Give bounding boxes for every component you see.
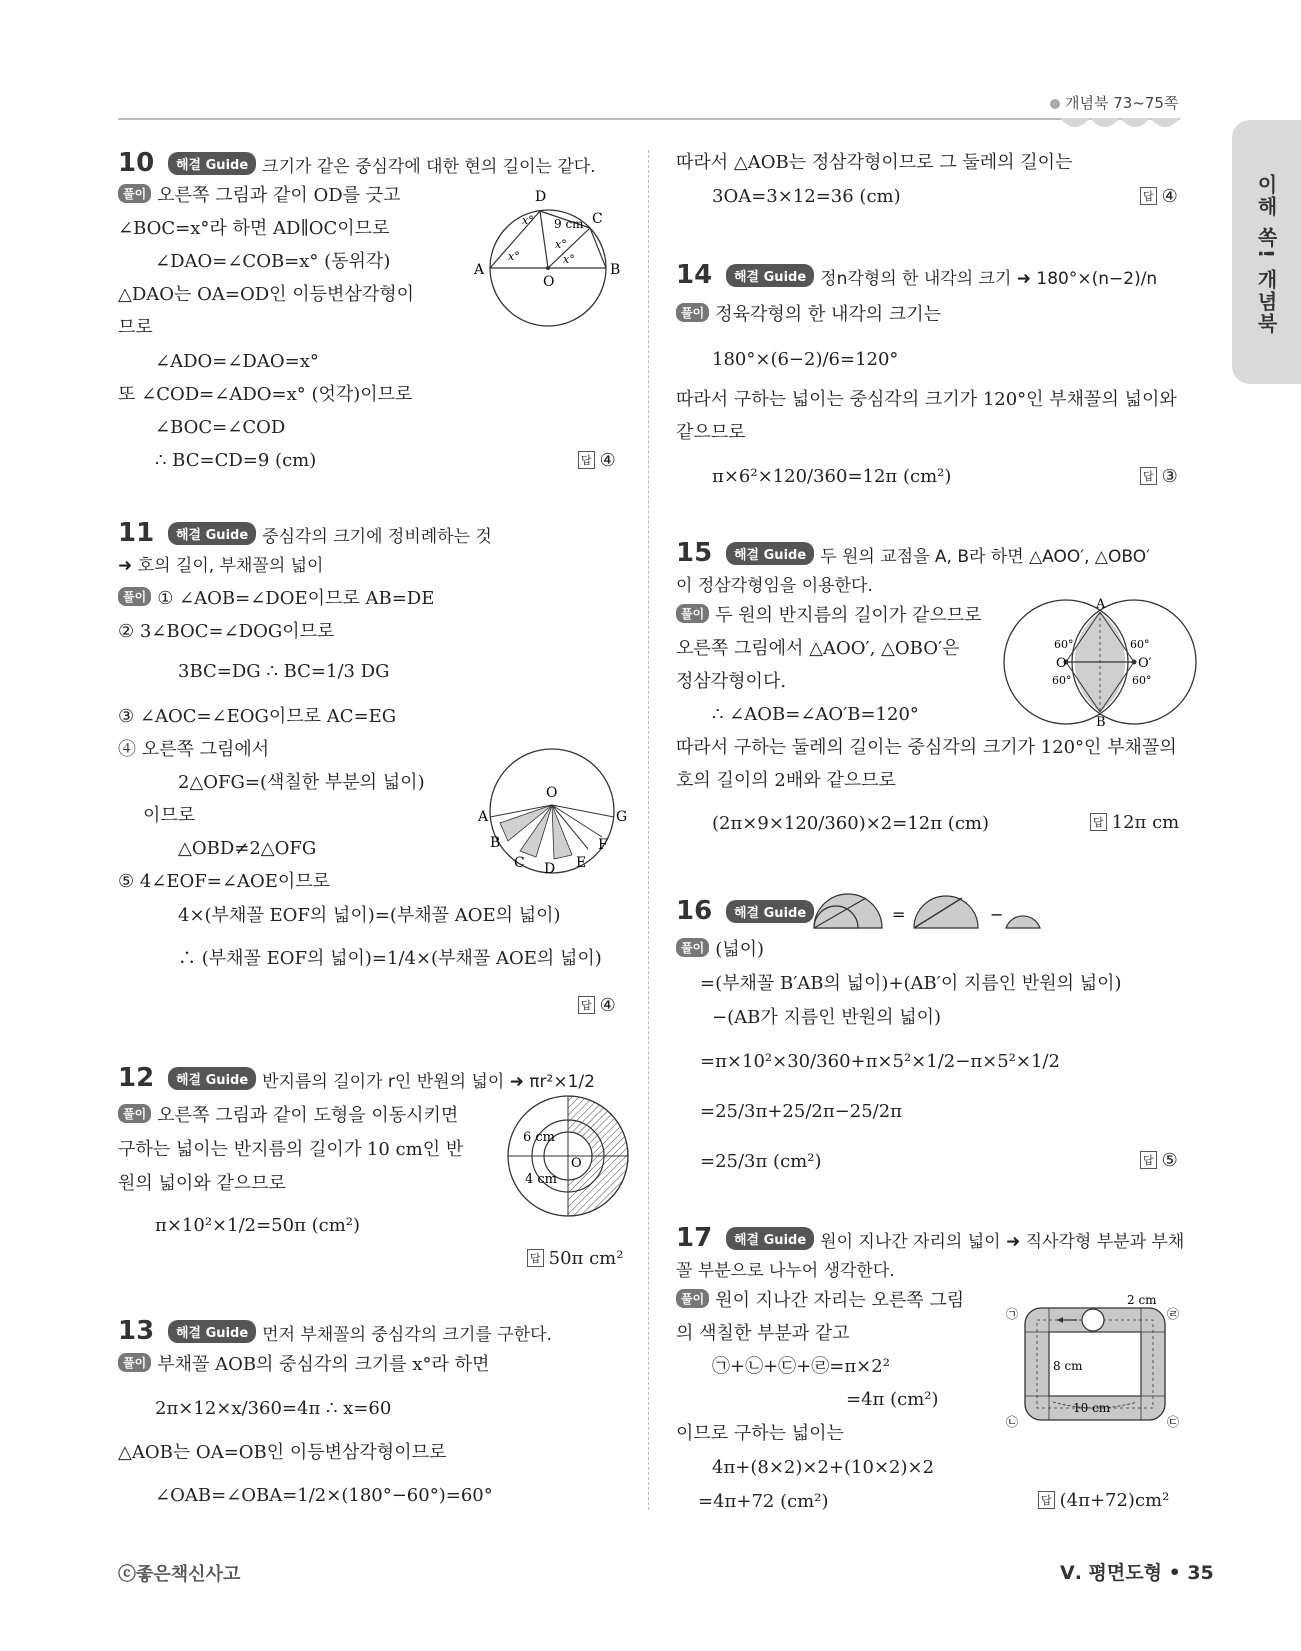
solution-line: 따라서 △AOB는 정삼각형이므로 그 둘레의 길이는	[676, 152, 1073, 173]
page-reference: 개념북 73~75쪽	[1050, 92, 1178, 113]
solution-line: 2π×12×x/360=4π ∴ x=60	[155, 1398, 392, 1419]
solution-line: 풀이 두 원의 반지름의 길이가 같으므로	[676, 604, 982, 628]
solution-line: 구하는 넓이는 반지름의 길이가 10 cm인 반	[118, 1139, 464, 1160]
svg-text:6 cm: 6 cm	[523, 1130, 556, 1145]
solution-line: ⑤ 4∠EOF=∠AOE이므로	[118, 871, 331, 892]
problem-number: 12	[118, 1063, 155, 1093]
solution-line: 이므로 구하는 넓이는	[676, 1423, 844, 1444]
svg-text:O: O	[546, 785, 558, 801]
svg-text:D: D	[544, 861, 556, 877]
svg-text:A: A	[478, 809, 489, 825]
answer: 답 ④	[1140, 186, 1178, 207]
solution-line: 원의 넓이와 같으므로	[118, 1173, 286, 1194]
solution-line: 또 ∠COD=∠ADO=x° (엇각)이므로	[118, 384, 413, 405]
svg-text:E: E	[576, 855, 587, 871]
solution-line: ∴ BC=CD=9 (cm)	[155, 450, 317, 471]
solution-line: =π×10²×30/360+π×5²×1/2−π×5²×1/2	[700, 1051, 1060, 1072]
solution-line: 풀이 오른쪽 그림과 같이 OD를 긋고	[118, 184, 401, 208]
answer: 답 50π cm²	[527, 1248, 623, 1269]
solution-line: 4π+(8×2)×2+(10×2)×2	[712, 1457, 935, 1478]
solution-line: 풀이 ① ∠AOB=∠DOE이므로 AB=DE	[118, 587, 434, 611]
svg-text:x°: x°	[563, 253, 575, 266]
svg-text:B: B	[610, 262, 621, 278]
problem-number: 14	[676, 260, 713, 290]
svg-text:G: G	[616, 809, 628, 825]
svg-text:C: C	[514, 855, 525, 871]
solution-line: 풀이 정육각형의 한 내각의 크기는	[676, 303, 941, 327]
solution-line: 3OA=3×12=36 (cm)	[712, 186, 901, 207]
solution-line: π×6²×120/360=12π (cm²)	[712, 466, 952, 487]
svg-text:A: A	[474, 262, 485, 278]
svg-text:=: =	[892, 905, 906, 924]
solution-line: 4×(부채꼴 EOF의 넓이)=(부채꼴 AOE의 넓이)	[178, 905, 561, 926]
solution-line: 호의 길이의 2배와 같으므로	[676, 770, 896, 791]
problem-number: 17	[676, 1223, 713, 1253]
guide-line: 해결 Guide	[726, 900, 820, 927]
bullet-icon	[1050, 99, 1060, 109]
solution-line: ∠BOC=x°라 하면 AD∥OC이므로	[118, 218, 390, 239]
svg-text:60°: 60°	[1130, 638, 1150, 651]
solution-line: ④ 오른쪽 그림에서	[118, 739, 270, 760]
solution-line: 따라서 구하는 둘레의 길이는 중심각의 크기가 120°인 부채꼴의	[676, 737, 1177, 758]
svg-text:A: A	[1096, 597, 1106, 612]
solution-line: ㉠+㉡+㉢+㉣=π×2²	[712, 1356, 890, 1377]
solution-line: =4π+72 (cm²)	[698, 1491, 829, 1512]
problem-number: 15	[676, 538, 713, 568]
svg-text:60°: 60°	[1052, 674, 1072, 687]
svg-text:x°: x°	[508, 250, 520, 263]
guide-line: 해결 Guide 먼저 부채꼴의 중심각의 크기를 구한다.	[168, 1320, 552, 1347]
solution-line: △DAO는 OA=OD인 이등변삼각형이	[118, 284, 414, 305]
solution-line: 므로	[118, 317, 153, 338]
svg-text:4 cm: 4 cm	[525, 1172, 558, 1187]
header-rule	[118, 118, 1180, 120]
problem-number: 16	[676, 896, 713, 926]
publisher-logo: ⓒ좋은책신사고	[118, 1564, 241, 1585]
answer: 답 ④	[578, 450, 616, 471]
svg-text:x°: x°	[522, 214, 534, 227]
svg-text:2 cm: 2 cm	[1127, 1293, 1157, 1307]
svg-text:9 cm: 9 cm	[554, 217, 584, 231]
svg-text:8 cm: 8 cm	[1053, 1359, 1083, 1373]
figure-circle-sectors	[480, 745, 630, 875]
guide-line: 해결 Guide 크기가 같은 중심각에 대한 현의 길이는 같다.	[168, 152, 596, 179]
solution-line: ∠ADO=∠DAO=x°	[155, 351, 319, 372]
svg-text:㉢: ㉢	[1167, 1415, 1180, 1429]
svg-text:㉡: ㉡	[1006, 1415, 1019, 1429]
solution-line: ② 3∠BOC=∠DOG이므로	[118, 621, 335, 642]
solution-line: 풀이 오른쪽 그림과 같이 도형을 이동시키면	[118, 1104, 458, 1128]
answer: 답 ⑤	[1140, 1150, 1178, 1171]
solution-line: −(AB가 지름인 반원의 넓이)	[712, 1007, 942, 1028]
svg-text:O: O	[543, 274, 555, 290]
solution-line: 풀이 원이 지나간 자리는 오른쪽 그림	[676, 1289, 964, 1313]
solution-line: =25/3π+25/2π−25/2π	[700, 1101, 902, 1122]
svg-text:60°: 60°	[1132, 674, 1152, 687]
solution-line: (2π×9×120/360)×2=12π (cm)	[712, 813, 989, 834]
solution-line: △OBD≠2△OFG	[178, 838, 317, 859]
solution-line: 풀이 부채꼴 AOB의 중심각의 크기를 x°라 하면	[118, 1353, 489, 1377]
guide-line: ➜ 호의 길이, 부채꼴의 넓이	[118, 556, 324, 576]
figure-rolling-circle-path	[1005, 1290, 1185, 1430]
guide-line: 해결 Guide 반지름의 길이가 r인 반원의 넓이 ➜ πr²×1/2	[168, 1067, 595, 1094]
svg-text:B: B	[490, 835, 501, 851]
solution-line: =4π (cm²)	[846, 1389, 939, 1410]
solution-line: ∠DAO=∠COB=x° (동위각)	[155, 251, 391, 272]
solution-line: ∠OAB=∠OBA=1/2×(180°−60°)=60°	[155, 1485, 493, 1506]
page-number: Ⅴ. 평면도형 • 35	[1060, 1562, 1214, 1584]
problem-number: 11	[118, 518, 155, 548]
answer: 답 12π cm	[1090, 812, 1179, 833]
solution-line: 따라서 구하는 넓이는 중심각의 크기가 120°인 부채꼴의 넓이와	[676, 389, 1177, 410]
guide-line: 해결 Guide 정n각형의 한 내각의 크기 ➜ 180°×(n−2)/n	[726, 264, 1157, 291]
figure-two-circles	[1018, 598, 1188, 730]
side-tab: 이해 쏙! 개념북	[1232, 120, 1301, 384]
figure-concentric-circles	[505, 1093, 635, 1223]
solution-line: 2△OFG=(색칠한 부분의 넓이)	[178, 772, 425, 793]
solution-line: π×10²×1/2=50π (cm²)	[155, 1215, 361, 1236]
answer: 답 (4π+72)cm²	[1038, 1490, 1169, 1511]
svg-text:D: D	[535, 189, 547, 205]
solution-line: =25/3π (cm²)	[700, 1151, 822, 1172]
solution-line: ③ ∠AOC=∠EOG이므로 AC=EG	[118, 706, 397, 727]
svg-text:O: O	[571, 1156, 582, 1171]
svg-text:㉣: ㉣	[1167, 1307, 1180, 1321]
svg-text:60°: 60°	[1054, 638, 1074, 651]
guide-line: 해결 Guide 원이 지나간 자리의 넓이 ➜ 직사각형 부분과 부채	[726, 1227, 1184, 1254]
solution-line: 이므로	[143, 805, 196, 826]
solution-line: 같으므로	[676, 422, 746, 443]
svg-text:O: O	[1056, 656, 1067, 671]
solution-line: 오른쪽 그림에서 △AOO′, △OBO′은	[676, 638, 960, 659]
figure-circle-chords	[470, 188, 630, 328]
solution-line: ∠BOC=∠COD	[155, 417, 286, 438]
guide-line: 해결 Guide 중심각의 크기에 정비례하는 것	[168, 522, 492, 549]
solution-line: 풀이 (넓이)	[676, 938, 764, 962]
solution-line: 3BC=DG ∴ BC=1/3 DG	[178, 661, 390, 682]
solution-line: =(부채꼴 B′AB의 넓이)+(AB′이 지름인 반원의 넓이)	[700, 973, 1122, 994]
guide-line: 해결 Guide 두 원의 교점을 A, B라 하면 △AOO′, △OBO′	[726, 542, 1150, 569]
solution-line: 정삼각형이다.	[676, 671, 787, 692]
answer: 답 ③	[1140, 466, 1178, 487]
guide-line: 이 정삼각형임을 이용한다.	[676, 576, 873, 596]
problem-number: 13	[118, 1316, 155, 1346]
column-divider	[648, 150, 649, 1510]
svg-text:F: F	[598, 837, 608, 853]
svg-text:O′: O′	[1138, 656, 1152, 671]
solution-line: 180°×(6−2)/6=120°	[712, 349, 899, 370]
guide-line: 꼴 부분으로 나누어 생각한다.	[676, 1261, 895, 1281]
header-wave-decoration	[1060, 118, 1180, 134]
svg-text:B: B	[1096, 715, 1106, 730]
solution-line: 의 색칠한 부분과 같고	[676, 1323, 850, 1344]
svg-text:x°: x°	[555, 238, 567, 251]
solution-line: ∴ (부채꼴 EOF의 넓이)=1/4×(부채꼴 AOE의 넓이)	[178, 948, 602, 969]
problem-number: 10	[118, 148, 155, 178]
answer: 답 ④	[578, 995, 616, 1016]
solution-line: ∴ ∠AOB=∠AO′B=120°	[712, 704, 919, 725]
svg-text:C: C	[592, 211, 603, 227]
guide-shape-equation	[810, 888, 1040, 932]
solution-line: △AOB는 OA=OB인 이등변삼각형이므로	[118, 1442, 447, 1463]
svg-text:−: −	[990, 905, 1004, 924]
svg-text:10 cm: 10 cm	[1073, 1401, 1111, 1415]
svg-text:㉠: ㉠	[1006, 1307, 1019, 1321]
